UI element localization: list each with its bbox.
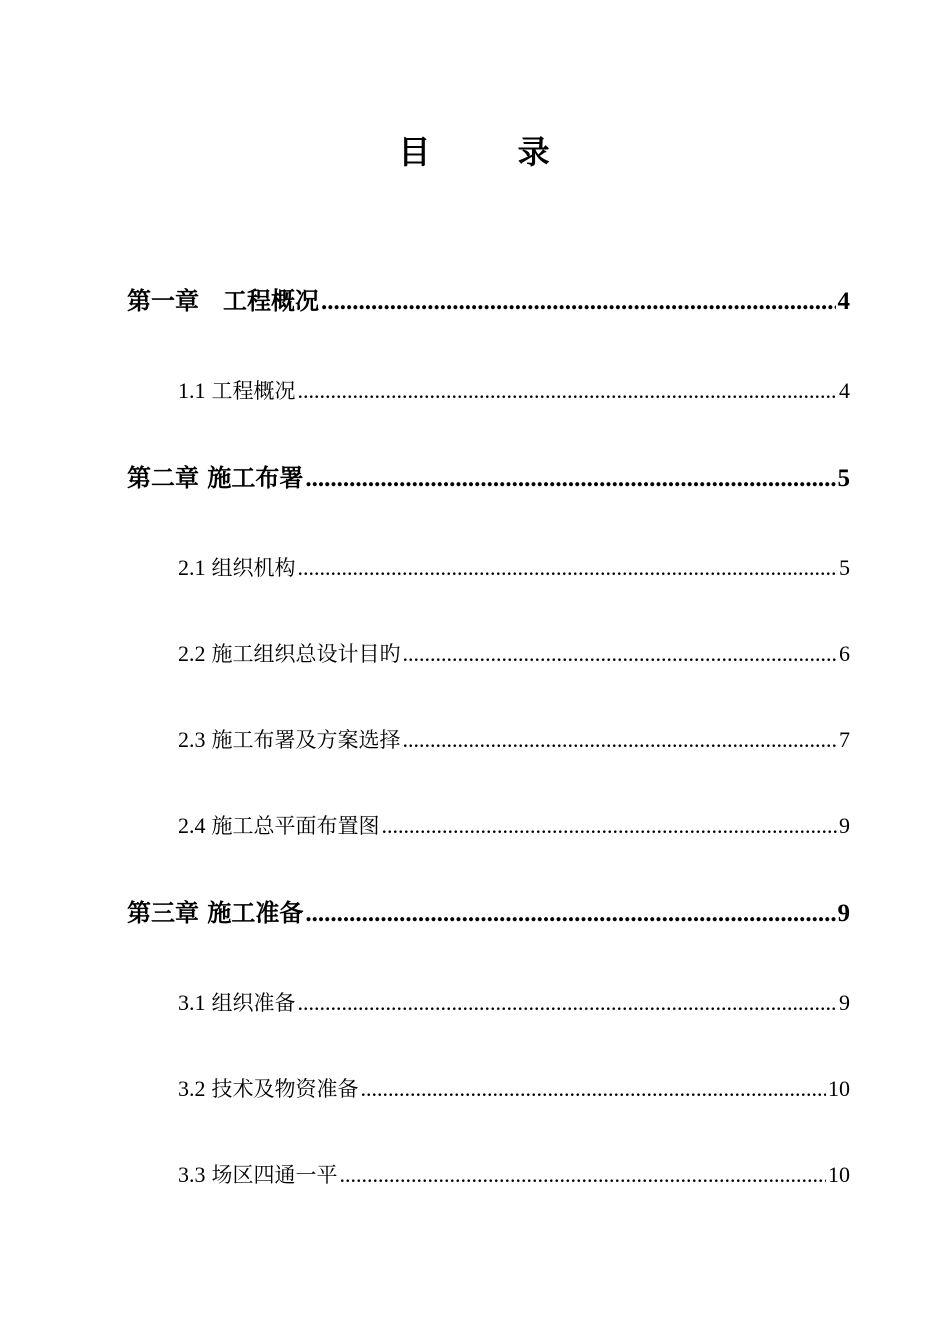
toc-entry-label: 场区四通一平 — [211, 1163, 338, 1187]
toc-page-number: 9 — [839, 990, 850, 1015]
toc-entry-3-2[interactable] — [178, 1071, 850, 1107]
toc-entry-label: 第一章 工程概况 — [127, 287, 319, 315]
toc-section-number: 1.1 — [178, 378, 206, 403]
toc-entry-3-1[interactable] — [178, 985, 850, 1021]
toc-page-number: 5 — [839, 555, 850, 580]
toc-section-number: 3.2 — [178, 1076, 206, 1101]
toc-page-number: 10 — [828, 1076, 850, 1101]
toc-entry-label: 组织机构 — [211, 556, 296, 580]
toc-entry-label: 组织准备 — [211, 991, 296, 1015]
toc-page-number: 4 — [839, 378, 850, 403]
toc-entry-2-2[interactable] — [178, 636, 850, 672]
toc-entry-label: 第二章 施工布署 — [127, 464, 304, 492]
toc-section-number: 3.1 — [178, 990, 206, 1015]
toc-entry-chapter-2[interactable] — [127, 458, 850, 498]
toc-entry-2-1[interactable] — [178, 550, 850, 586]
toc-section-number: 3.3 — [178, 1162, 206, 1187]
toc-leader-dots — [298, 985, 838, 1021]
toc-entry-label: 第三章 施工准备 — [127, 899, 304, 927]
toc-page-number: 6 — [839, 641, 850, 666]
toc-entry-2-3[interactable] — [178, 722, 850, 758]
toc-leader-dots — [382, 808, 838, 844]
toc-entry-1-1[interactable] — [178, 373, 850, 409]
toc-leader-dots — [305, 894, 835, 934]
toc-page-number: 4 — [837, 288, 850, 315]
toc-section-number: 2.4 — [178, 813, 206, 838]
toc-leader-dots — [321, 282, 836, 322]
toc-entry-chapter-1[interactable] — [127, 281, 850, 321]
toc-entry-label: 施工布署及方案选择 — [211, 728, 401, 752]
toc-page-number: 9 — [837, 900, 850, 927]
toc-leader-dots — [403, 636, 838, 672]
toc-leader-dots — [403, 722, 838, 758]
toc-section-number: 2.3 — [178, 727, 206, 752]
toc-entry-label: 技术及物资准备 — [211, 1077, 359, 1101]
toc-section-number: 2.1 — [178, 555, 206, 580]
toc-title: 目 录 — [398, 133, 588, 171]
toc-page-number: 5 — [837, 465, 850, 492]
toc-leader-dots — [361, 1071, 827, 1107]
toc-leader-dots — [298, 550, 838, 586]
toc-leader-dots — [340, 1157, 827, 1193]
toc-section-number: 2.2 — [178, 641, 206, 666]
toc-entry-label: 施工总平面布置图 — [211, 814, 380, 838]
toc-entry-chapter-3[interactable] — [127, 893, 850, 933]
toc-entry-2-4[interactable] — [178, 808, 850, 844]
toc-entry-3-3[interactable] — [178, 1157, 850, 1193]
toc-leader-dots — [298, 373, 838, 409]
toc-entry-label: 工程概况 — [211, 379, 296, 403]
toc-entry-label: 施工组织总设计目旳 — [211, 642, 401, 666]
toc-page-number: 10 — [828, 1162, 850, 1187]
toc-leader-dots — [305, 459, 835, 499]
toc-page-number: 7 — [839, 727, 850, 752]
toc-page-number: 9 — [839, 813, 850, 838]
